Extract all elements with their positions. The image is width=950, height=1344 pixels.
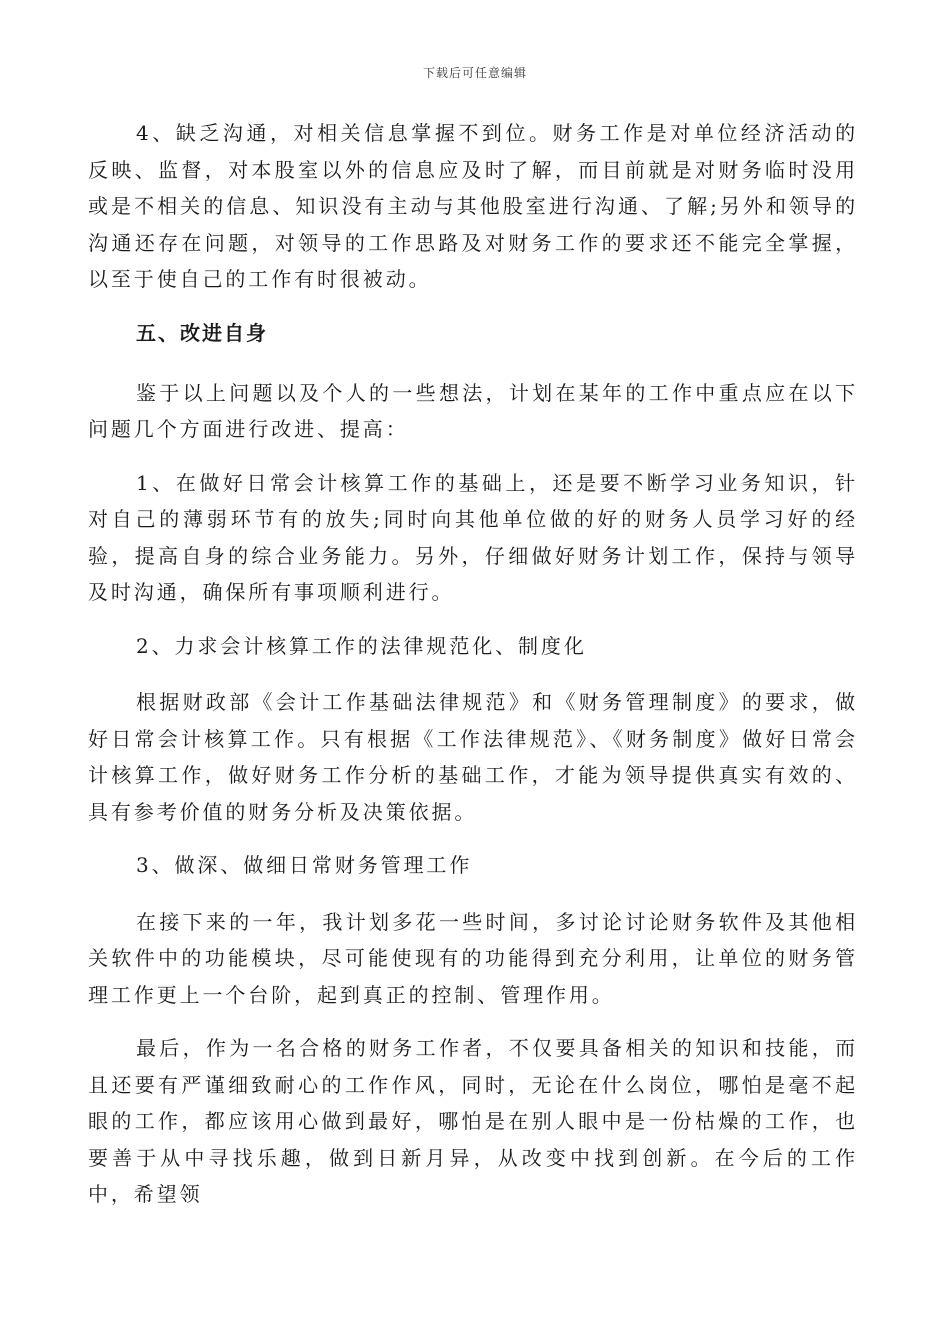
paragraph-item-2-title: 2、力求会计核算工作的法律规范化、制度化 [136,633,587,658]
document-body [88,115,858,1230]
paragraph-item-1: 1、在做好日常会计核算工作的基础上，还是要不断学习业务知识，针对自己的薄弱环节有的放失;同时向其他单位做的好的财务人员学习好的经验，提高自身的综合业务能力。另外，仔细做好财务计划工作，保持与领导及时沟通，确保所有事项顺利进行。 [88,470,858,604]
paragraph-communication: 4、缺乏沟通，对相关信息掌握不到位。财务工作是对单位经济活动的反映、监督，对本股室以外的信息应及时了解，而目前就是对财务临时没用或是不相关的信息、知识没有主动与其他股室进行沟通、了解;另外和领导的沟通还存在问题，对领导的工作思路及对财务工作的要求还不能完全掌握，以至于使自己的工作有时很被动。 [88,121,858,291]
paragraph-intro-improvement: 鉴于以上问题以及个人的一些想法，计划在某年的工作中重点应在以下问题几个方面进行改进、提高： [88,380,858,441]
paragraph-item-2-body: 根据财政部《会计工作基础法律规范》和《财务管理制度》的要求，做好日常会计核算工作。只有根据《工作法律规范》、《财务制度》做好日常会计核算工作，做好财务工作分析的基础工作，才能为领导提供真实有效的、具有参考价值的财务分析及决策依据。 [88,690,858,824]
paragraph-conclusion: 最后，作为一名合格的财务工作者，不仅要具备相关的知识和技能，而且还要有严谨细致耐心的工作作风，同时，无论在什么岗位，哪怕是毫不起眼的工作，都应该用心做到最好，哪怕是在别人眼中是一份枯燥的工作，也要善于从中寻找乐趣，做到日新月异，从改变中找到创新。在今后的工作中，希望领 [88,1036,858,1206]
paragraph-item-3-body: 在接下来的一年，我计划多花一些时间，多讨论讨论财务软件及其他相关软件中的功能模块，尽可能使现有的功能得到充分利用，让单位的财务管理工作更上一个台阶，起到真正的控制、管理作用。 [88,909,858,1007]
section-heading-improve-self: 五、改进自身 [136,320,268,345]
page-header: 下载后可任意编辑 [422,66,527,80]
paragraph-item-3-title: 3、做深、做细日常财务管理工作 [136,853,473,877]
